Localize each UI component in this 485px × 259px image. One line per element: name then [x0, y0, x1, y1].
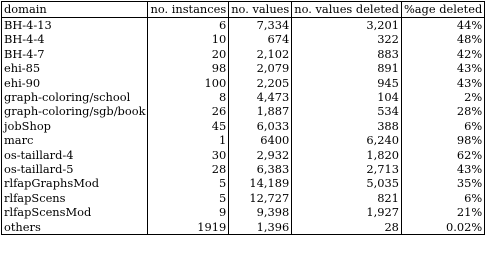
table-row	[2, 47, 485, 61]
cell-values: 2,079	[229, 61, 292, 75]
cell-domain: os-taillard-4	[2, 148, 148, 162]
cell-values-deleted: 821	[292, 191, 402, 205]
cell-values: 6400	[229, 133, 292, 147]
cell-instances: 26	[148, 104, 229, 118]
cell-instances: 98	[148, 61, 229, 75]
cell-values-deleted: 5,035	[292, 176, 402, 190]
cell-values-deleted: 891	[292, 61, 402, 75]
table-row	[2, 148, 485, 162]
cell-domain: others	[2, 220, 148, 235]
cell-values-deleted: 883	[292, 47, 402, 61]
cell-instances: 20	[148, 47, 229, 61]
cell-percent-deleted: 42%	[401, 47, 484, 61]
cell-instances: 1	[148, 133, 229, 147]
header-values-deleted: no. values deleted	[292, 2, 402, 18]
cell-domain: rlfapScens	[2, 191, 148, 205]
cell-values: 14,189	[229, 176, 292, 190]
cell-values-deleted: 6,240	[292, 133, 402, 147]
table-row	[2, 205, 485, 219]
cell-domain: ehi-85	[2, 61, 148, 75]
header-instances: no. instances	[148, 2, 229, 18]
cell-values-deleted: 1,927	[292, 205, 402, 219]
cell-percent-deleted: 48%	[401, 32, 484, 46]
table-row	[2, 162, 485, 176]
cell-domain: ehi-90	[2, 76, 148, 90]
header-row	[2, 2, 485, 18]
table-row	[2, 90, 485, 104]
cell-domain: os-taillard-5	[2, 162, 148, 176]
cell-instances: 5	[148, 176, 229, 190]
cell-percent-deleted: 6%	[401, 119, 484, 133]
table-row	[2, 191, 485, 205]
cell-values: 1,887	[229, 104, 292, 118]
cell-values: 674	[229, 32, 292, 46]
cell-values: 2,205	[229, 76, 292, 90]
cell-instances: 6	[148, 18, 229, 33]
header-values: no. values	[229, 2, 292, 18]
table-body	[2, 18, 485, 235]
cell-domain: rlfapGraphsMod	[2, 176, 148, 190]
cell-domain: BH-4-13	[2, 18, 148, 33]
header-domain: domain	[2, 2, 148, 18]
cell-instances: 1919	[148, 220, 229, 235]
cell-percent-deleted: 43%	[401, 76, 484, 90]
cell-instances: 8	[148, 90, 229, 104]
cell-percent-deleted: 98%	[401, 133, 484, 147]
cell-values: 4,473	[229, 90, 292, 104]
table-header	[2, 2, 485, 18]
cell-values: 12,727	[229, 191, 292, 205]
cell-percent-deleted: 6%	[401, 191, 484, 205]
table-row	[2, 176, 485, 190]
cell-domain: graph-coloring/sgb/book	[2, 104, 148, 118]
cell-instances: 10	[148, 32, 229, 46]
cell-values: 1,396	[229, 220, 292, 235]
cell-domain: jobShop	[2, 119, 148, 133]
cell-domain: BH-4-4	[2, 32, 148, 46]
cell-percent-deleted: 0.02%	[401, 220, 484, 235]
cell-values-deleted: 104	[292, 90, 402, 104]
cell-instances: 9	[148, 205, 229, 219]
cell-values: 9,398	[229, 205, 292, 219]
cell-values: 2,932	[229, 148, 292, 162]
cell-percent-deleted: 62%	[401, 148, 484, 162]
cell-domain: marc	[2, 133, 148, 147]
header-percent-deleted: %age deleted	[401, 2, 484, 18]
cell-domain: BH-4-7	[2, 47, 148, 61]
cell-instances: 100	[148, 76, 229, 90]
cell-values: 7,334	[229, 18, 292, 33]
data-table	[1, 1, 485, 235]
cell-values-deleted: 3,201	[292, 18, 402, 33]
cell-values-deleted: 945	[292, 76, 402, 90]
cell-values-deleted: 28	[292, 220, 402, 235]
cell-percent-deleted: 35%	[401, 176, 484, 190]
table-row	[2, 76, 485, 90]
table-row	[2, 220, 485, 235]
cell-instances: 28	[148, 162, 229, 176]
table-row	[2, 32, 485, 46]
cell-percent-deleted: 28%	[401, 104, 484, 118]
cell-instances: 5	[148, 191, 229, 205]
table-row	[2, 61, 485, 75]
cell-instances: 45	[148, 119, 229, 133]
cell-values-deleted: 322	[292, 32, 402, 46]
cell-percent-deleted: 2%	[401, 90, 484, 104]
cell-percent-deleted: 44%	[401, 18, 484, 33]
cell-domain: rlfapScensMod	[2, 205, 148, 219]
cell-values: 2,102	[229, 47, 292, 61]
cell-values: 6,033	[229, 119, 292, 133]
cell-percent-deleted: 43%	[401, 162, 484, 176]
cell-values-deleted: 1,820	[292, 148, 402, 162]
table-row	[2, 104, 485, 118]
cell-percent-deleted: 21%	[401, 205, 484, 219]
cell-values: 6,383	[229, 162, 292, 176]
cell-instances: 30	[148, 148, 229, 162]
cell-values-deleted: 388	[292, 119, 402, 133]
cell-values-deleted: 2,713	[292, 162, 402, 176]
table-row	[2, 18, 485, 33]
cell-values-deleted: 534	[292, 104, 402, 118]
table-row	[2, 119, 485, 133]
cell-percent-deleted: 43%	[401, 61, 484, 75]
cell-domain: graph-coloring/school	[2, 90, 148, 104]
table-row	[2, 133, 485, 147]
